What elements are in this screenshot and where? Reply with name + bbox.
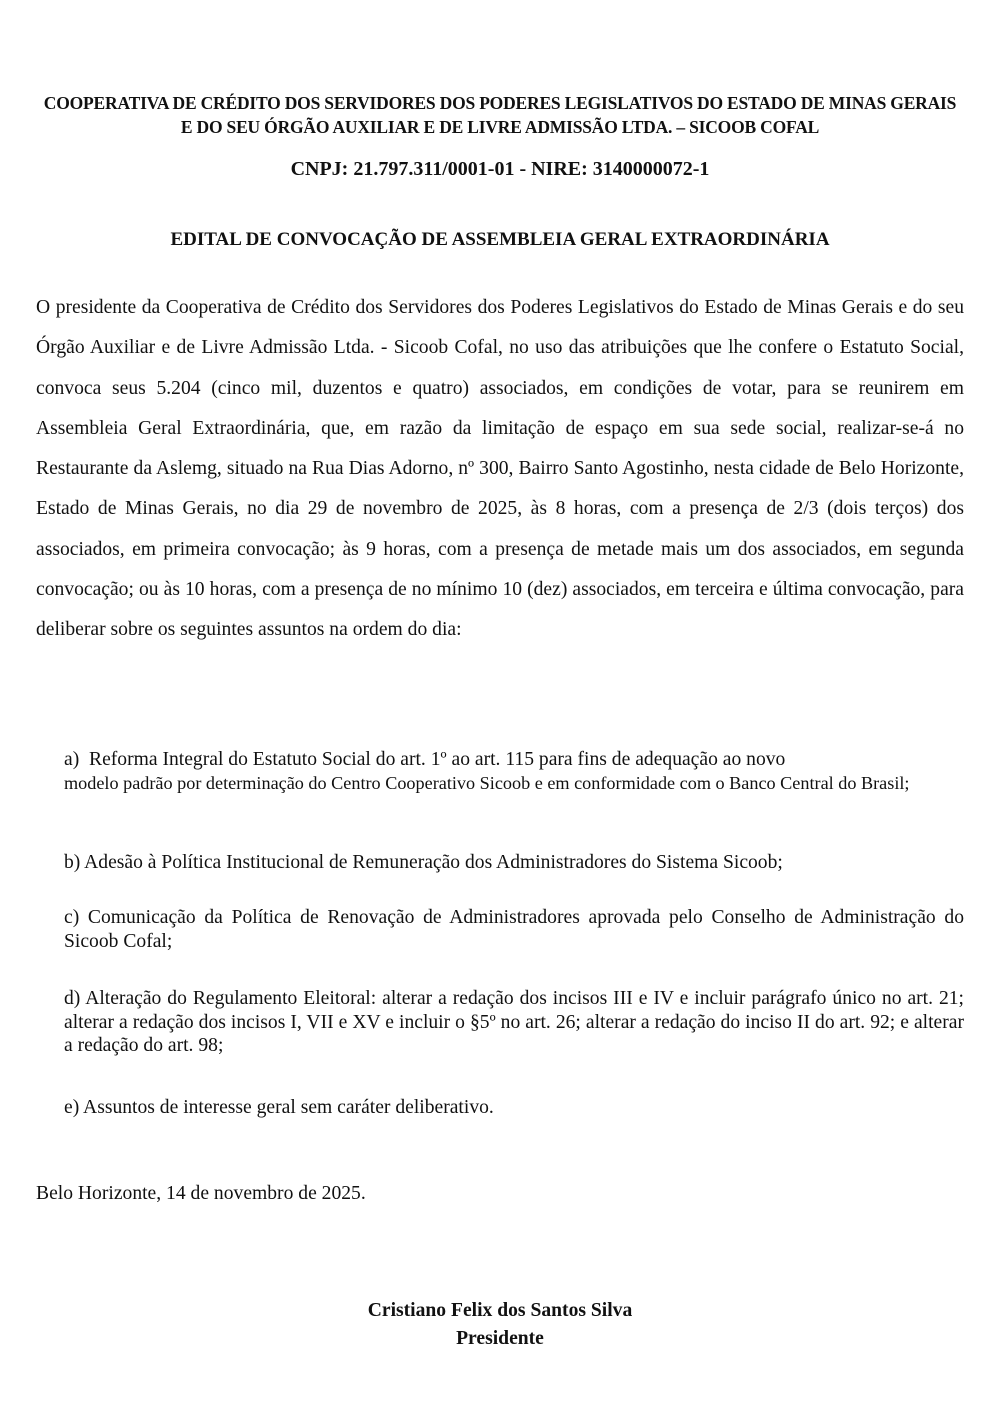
document-title: EDITAL DE CONVOCAÇÃO DE ASSEMBLEIA GERAL EXTRAORDINÁRIA (170, 229, 830, 250)
signatory-role: Presidente (456, 1328, 544, 1349)
agenda-item-a-continuation: modelo padrão por determinação do Centro Cooperativo Sicoob e em conformidade com o Banco Central do Brasil; (64, 772, 910, 793)
convocation-paragraph: O presidente da Cooperativa de Crédito dos Servidores dos Poderes Legislativos do Estado de Minas Gerais e do seu Órgão Auxiliar e de Livre Admissão Ltda. - Sicoob Cofal, no uso das atribuições que lhe confere o Estatuto Social, convoca seus 5.204 (cinco mil, duzentos e quatro) associados, em condições de votar, para se reunirem em Assembleia Geral Extraordinária, que, em razão da limitação de espaço em sua sede social, realizar-se-á no Restaurante da Aslemg, situado na Rua Dias Adorno, nº 300, Bairro Santo Agostinho, nesta cidade de Belo Horizonte, Estado de Minas Gerais, no dia 29 de novembro de 2025, às 8 horas, com a presença de 2/3 (dois terços) dos associados, em primeira convocação; às 9 horas, com a presença de metade mais um dos associados, em segunda convocação; ou às 10 horas, com a presença de no mínimo 10 (dez) associados, em terceira e última convocação, para deliberar sobre os seguintes assuntos na ordem do dia: (36, 297, 964, 641)
signatory-name: Cristiano Felix dos Santos Silva (367, 1300, 633, 1321)
agenda-item-a (64, 748, 964, 795)
registration-numbers: CNPJ: 21.797.311/0001-01 - NIRE: 3140000072-1 (290, 158, 710, 180)
agenda-item-a-first-line: a) Reforma Integral do Estatuto Social do art. 1º ao art. 115 para fins de adequação ao novo (64, 749, 786, 770)
agenda-item-b: b) Adesão à Política Institucional de Remuneração dos Administradores do Sistema Sicoob; (64, 852, 783, 873)
agenda-item-c: c) Comunicação da Política de Renovação de Administradores aprovada pelo Conselho de Administração do Sicoob Cofal; (64, 907, 964, 952)
place-and-date: Belo Horizonte, 14 de novembro de 2025. (36, 1183, 366, 1204)
agenda-item-d: d) Alteração do Regulamento Eleitoral: alterar a redação dos incisos III e IV e incluir parágrafo único no art. 21; alterar a redação dos incisos I, VII e XV e incluir o §5º no art. 26; alterar a redação do inciso II do art. 92; e alterar a redação do art. 98; (64, 988, 964, 1056)
agenda-item-e: e) Assuntos de interesse geral sem caráter deliberativo. (64, 1097, 494, 1118)
organization-name: COOPERATIVA DE CRÉDITO DOS SERVIDORES DOS PODERES LEGISLATIVOS DO ESTADO DE MINAS GERAIS E DO SEU ÓRGÃO AUXILIAR E DE LIVRE ADMISSÃO LTDA. – SICOOB COFAL (43, 93, 957, 137)
